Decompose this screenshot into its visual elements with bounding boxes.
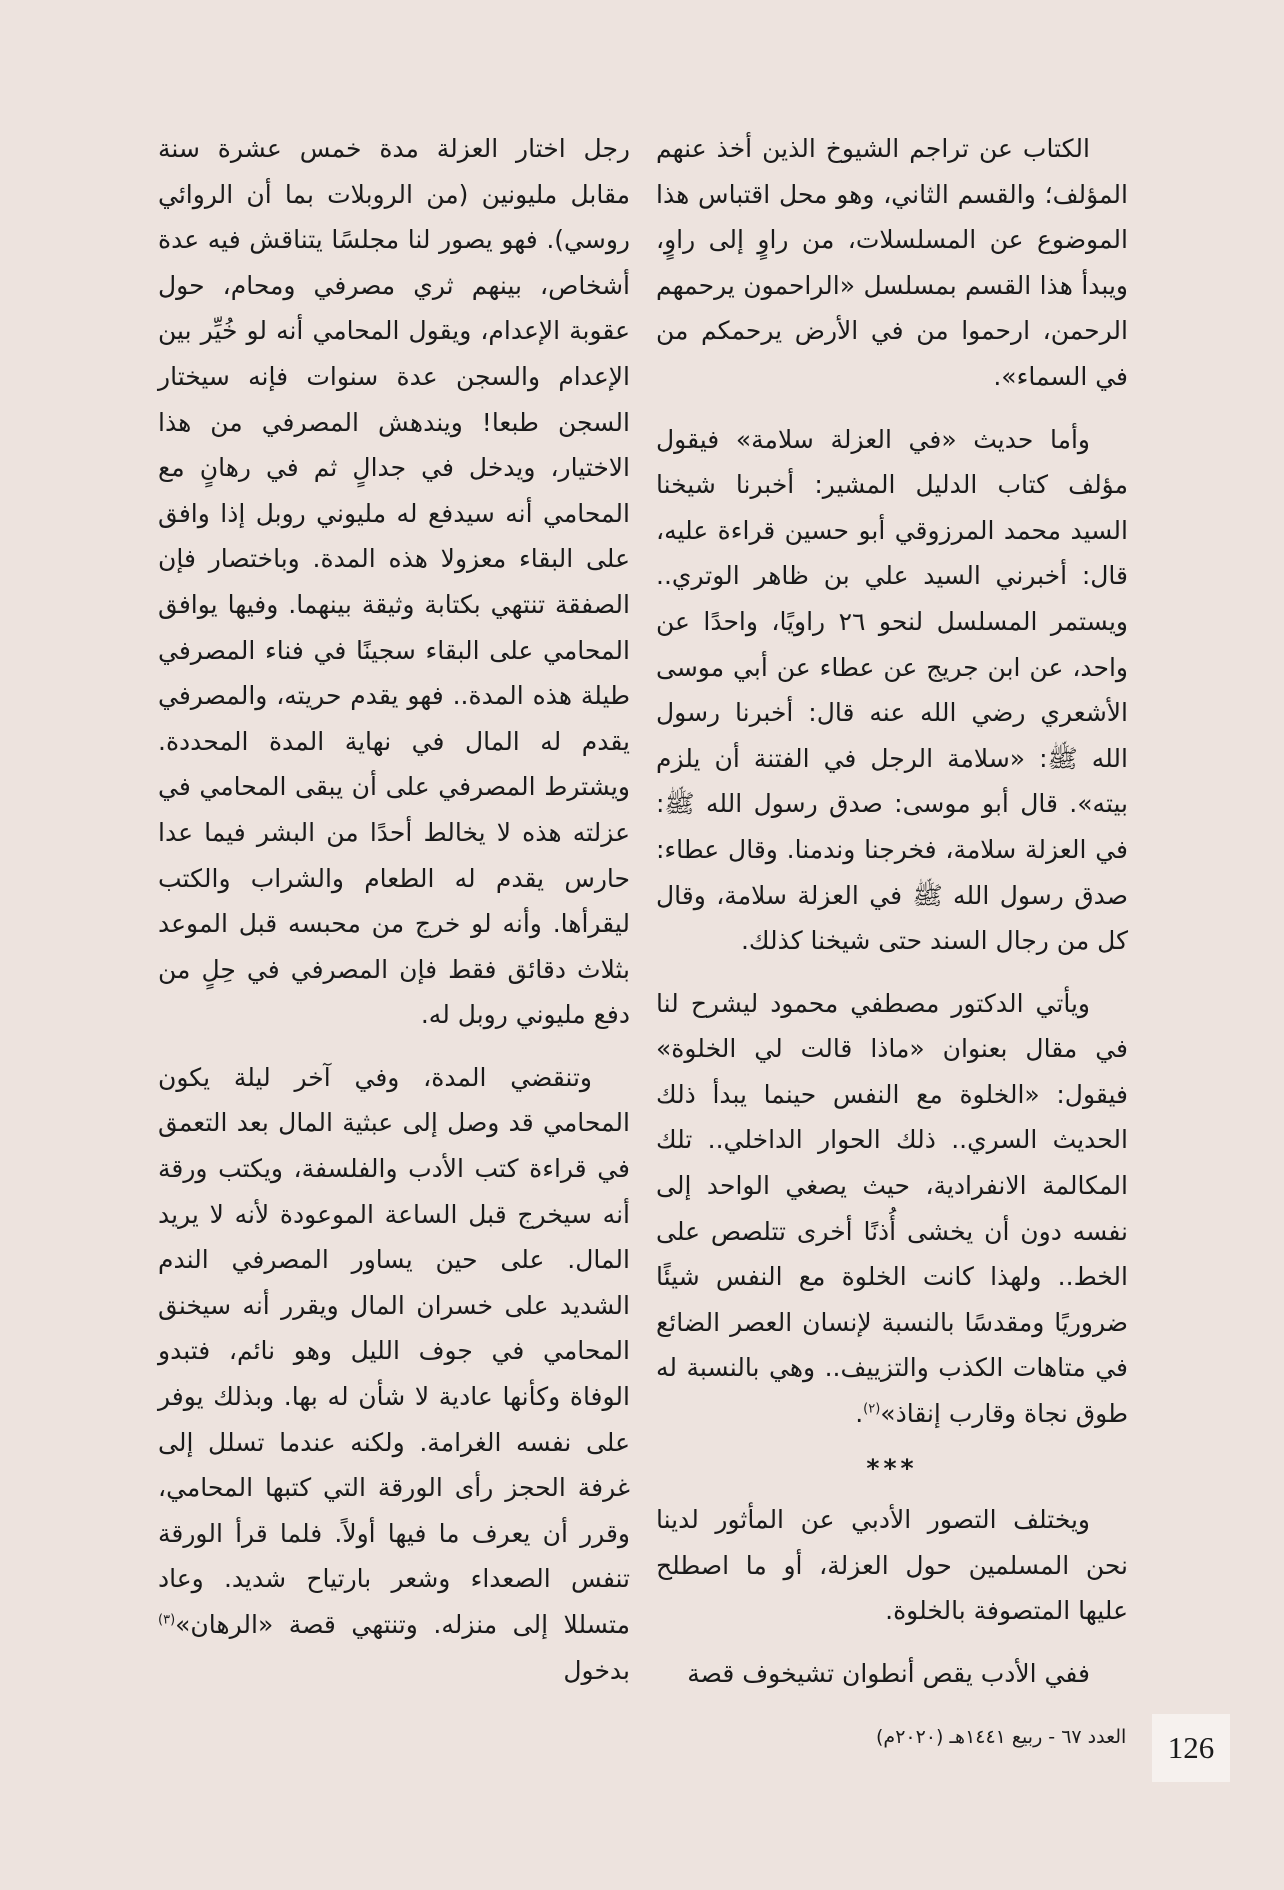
- left-column: [158, 126, 630, 1710]
- paragraph: رجل اختار العزلة مدة خمس عشرة سنة مقابل مليونين (من الروبلات بما أن الروائي روسي). فهو يصور لنا مجلسًا يتناقش فيه عدة أشخاص، بينهم ثري مصرفي ومحام، حول عقوبة الإعدام، ويقول المحامي أنه لو خُيِّر بين الإعدام والسجن عدة سنوات فإنه سيختار السجن طبعا! ويندهش المصرفي من هذا الاختيار، ويدخل في جدالٍ ثم في رهانٍ مع المحامي أنه سيدفع له مليوني روبل إذا وافق على البقاء معزولا هذه المدة. وباختصار فإن الصفقة تنتهي بكتابة وثيقة بينهما. وفيها يوافق المحامي على البقاء سجينًا في فناء المصرفي طيلة هذه المدة.. فهو يقدم حريته، والمصرفي يقدم له المال في نهاية المدة المحددة. ويشترط المصرفي على أن يبقى المحامي في عزلته هذه لا يخالط أحدًا من البشر فيما عدا حارس يقدم له الطعام والشراب والكتب ليقرأها. وأنه لو خرج من محبسه قبل الموعد بثلاث دقائق فقط فإن المصرفي في حِلٍ من دفع مليوني روبل له.: [158, 134, 630, 1030]
- footnote-ref: (٢): [863, 1401, 881, 1417]
- footnote-ref: (٣): [158, 1612, 176, 1628]
- paragraph: ويأتي الدكتور مصطفي محمود ليشرح لنا في مقال بعنوان «ماذا قالت لي الخلوة» فيقول: «الخلوة مع النفس حينما يبدأ ذلك الحديث السري.. ذلك الحوار الداخلي.. تلك المكالمة الانفرادية، حيث يصغي الواحد إلى نفسه دون أن يخشى أُذنًا أخرى تتلصص على الخط.. ولهذا كانت الخلوة مع النفس شيئًا ضروريًا ومقدسًا بالنسبة لإنسان العصر الضائع في متاهات الكذب والتزييف.. وهي بالنسبة له طوق نجاة وقارب إنقاذ»$^{(٢)}$.: [656, 988, 1128, 1429]
- right-column: [656, 126, 1128, 1714]
- paragraph-tail: بدخول: [563, 1655, 630, 1685]
- paragraph: الكتاب عن تراجم الشيوخ الذين أخذ عنهم المؤلف؛ والقسم الثاني، وهو محل اقتباس هذا الموضوع عن المسلسلات، من راوٍ إلى راوٍ، ويبدأ هذا القسم بمسلسل «الراحمون يرحمهم الرحمن، ارحموا من في الأرض يرحمكم من في السماء».: [656, 134, 1128, 391]
- section-separator: ***: [866, 1453, 918, 1483]
- page-number: [1152, 1714, 1230, 1782]
- paragraph: ففي الأدب يقص أنطوان تشيخوف قصة: [687, 1659, 1090, 1688]
- paragraph-text: وتنقضي المدة، وفي آخر ليلة يكون المحامي قد وصل إلى عبثية المال بعد التعمق في قراءة كتب الأدب والفلسفة، ويكتب ورقة أنه سيخرج قبل الساعة الموعودة لأنه لا يريد المال. على حين يساور المصرفي الندم الشديد على خسران المال ويقرر أنه سيخنق المحامي في جوف الليل وهو نائم، فتبدو الوفاة وكأنها عادية لا شأن له بها. وبذلك يوفر على نفسه الغرامة. ولكنه عندما تسلل إلى غرفة الحجز رأى الورقة التي كتبها المحامي، وقرر أن يعرف ما فيها أولاً. فلما قرأ الورقة تنفس الصعداء وشعر بارتياح شديد. وعاد متسللا إلى منزله. وتنتهي قصة «الرهان»: [158, 1062, 630, 1639]
- page-number-text: 126: [1167, 1730, 1215, 1765]
- paragraph: وأما حديث «في العزلة سلامة» فيقول مؤلف كتاب الدليل المشير: أخبرنا شيخنا السيد محمد المرزوقي أبو حسين قراءة عليه، قال: أخبرني السيد علي بن ظاهر الوتري.. ويستمر المسلسل لنحو ٢٦ راويًا، واحدًا عن واحد، عن ابن جريج عن عطاء عن أبي موسى الأشعري رضي الله عنه قال: أخبرنا رسول الله ﷺ: «سلامة الرجل في الفتنة أن يلزم بيته». قال أبو موسى: صدق رسول الله ﷺ: في العزلة سلامة، فخرجنا وندمنا. وقال عطاء: صدق رسول الله ﷺ في العزلة سلامة، وقال كل من رجال السند حتى شيخنا كذلك.: [656, 424, 1128, 956]
- paragraph-text: ويأتي الدكتور مصطفي محمود ليشرح لنا في مقال بعنوان «ماذا قالت لي الخلوة» فيقول: «الخلوة مع النفس حينما يبدأ ذلك الحديث السري.. ذلك الحوار الداخلي.. تلك المكالمة الانفرادية، حيث يصغي الواحد إلى نفسه دون أن يخشى أُذنًا أخرى تتلصص على الخط.. ولهذا كانت الخلوة مع النفس شيئًا ضروريًا ومقدسًا بالنسبة لإنسان العصر الضائع في متاهات الكذب والتزييف.. وهي بالنسبة له طوق نجاة وقارب إنقاذ»: [656, 988, 1128, 1429]
- issue-info: العدد ٦٧ - ربيع ١٤٤١هـ (٢٠٢٠م): [876, 1726, 1127, 1748]
- paragraph: ويختلف التصور الأدبي عن المأثور لدينا نحن المسلمين حول العزلة، أو ما اصطلح عليها المتصوفة بالخلوة.: [656, 1505, 1128, 1626]
- paragraph: [158, 1055, 630, 1693]
